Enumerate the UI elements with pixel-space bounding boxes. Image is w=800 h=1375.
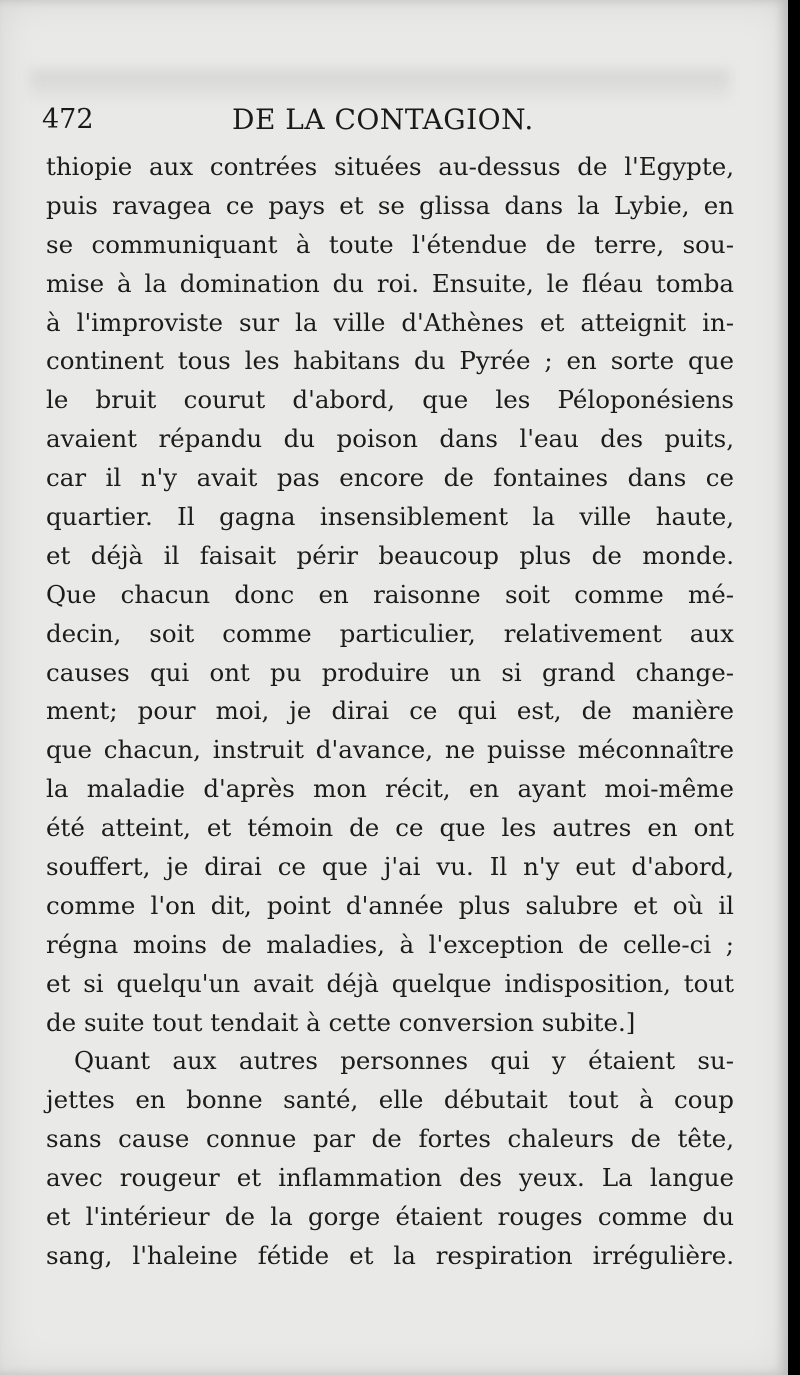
text-line: jettes en bonne santé, elle débutait tout à coup (46, 1085, 734, 1115)
text-line: ment; pour moi, je dirai ce qui est, de manière (46, 696, 734, 726)
text-line: mise à la domination du roi. Ensuite, le fléau tomba (46, 268, 734, 298)
text-line: régna moins de maladies, à l'exception de celle-ci ; (46, 929, 734, 959)
text-line: puis ravagea ce pays et se glissa dans la Lybie, en (46, 190, 734, 220)
text-line: continent tous les habitans du Pyrée ; en sorte que (46, 346, 734, 376)
text-line: decin, soit comme particulier, relativement aux (46, 618, 734, 648)
body-text (46, 148, 734, 1276)
running-title: DE LA CONTAGION. (232, 103, 534, 136)
text-line: sang, l'haleine fétide et la respiration irrégulière. (46, 1240, 734, 1270)
text-line: que chacun, instruit d'avance, ne puisse méconnaître (46, 735, 734, 765)
text-line: comme l'on dit, point d'année plus salubre et où il (46, 890, 734, 920)
paragraph (46, 1042, 734, 1275)
paragraph (46, 148, 734, 1042)
text-line: été atteint, et témoin de ce que les autres en ont (46, 813, 734, 843)
text-line: et l'intérieur de la gorge étaient rouges comme du (46, 1202, 734, 1232)
page-header (42, 98, 732, 142)
text-line: car il n'y avait pas encore de fontaines dans ce (46, 463, 734, 493)
text-line: et déjà il faisait périr beaucoup plus de monde. (46, 540, 734, 570)
text-line: le bruit courut d'abord, que les Péloponésiens (46, 385, 734, 415)
text-line: de suite tout tendait à cette conversion subite.] (46, 1007, 636, 1037)
text-line: Que chacun donc en raisonne soit comme mé- (46, 579, 734, 609)
text-line: Quant aux autres personnes qui y étaient su- (74, 1046, 734, 1076)
text-line: se communiquant à toute l'étendue de terre, sou- (46, 229, 734, 259)
text-line: avaient répandu du poison dans l'eau des puits, (46, 424, 734, 454)
text-line: sans cause connue par de fortes chaleurs de tête, (46, 1124, 734, 1154)
show-through-shadow (30, 70, 730, 100)
text-line: thiopie aux contrées situées au-dessus de l'Egypte, (46, 152, 734, 181)
text-line: la maladie d'après mon récit, en ayant moi-même (46, 774, 734, 804)
text-line: souffert, je dirai ce que j'ai vu. Il n'y eut d'abord, (46, 852, 734, 882)
text-line: causes qui ont pu produire un si grand change- (46, 657, 734, 687)
text-line: à l'improviste sur la ville d'Athènes et atteignit in- (46, 307, 734, 337)
text-line: quartier. Il gagna insensiblement la ville haute, (46, 502, 734, 532)
page-number: 472 (42, 104, 94, 135)
text-line: avec rougeur et inflammation des yeux. La langue (46, 1163, 734, 1193)
text-line: et si quelqu'un avait déjà quelque indisposition, tout (46, 968, 734, 998)
